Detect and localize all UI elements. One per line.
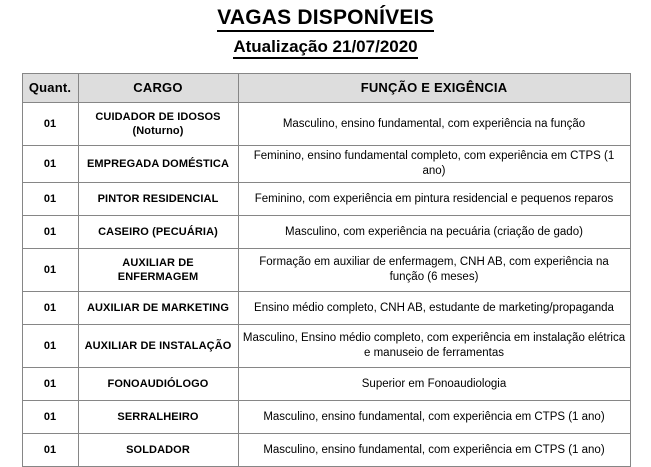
position-subtitle: (Noturno) <box>132 125 184 137</box>
position-title: PINTOR RESIDENCIAL <box>97 193 219 205</box>
cell-requirements: Masculino, ensino fundamental, com experiência na função <box>238 103 630 146</box>
position-title: SERRALHEIRO <box>117 411 199 423</box>
vacancies-table <box>22 73 631 467</box>
table-body <box>22 103 630 467</box>
table-row <box>22 434 630 467</box>
subtitle-line <box>0 37 651 59</box>
cell-position <box>78 401 238 434</box>
cell-position <box>78 249 238 292</box>
position-title: EMPREGADA DOMÉSTICA <box>86 158 230 170</box>
cell-quantity: 01 <box>22 401 78 434</box>
table-row <box>22 146 630 183</box>
cell-quantity: 01 <box>22 292 78 325</box>
cell-position <box>78 146 238 183</box>
page-title: VAGAS DISPONÍVEIS <box>217 6 434 32</box>
cell-requirements: Feminino, com experiência em pintura residencial e pequenos reparos <box>238 183 630 216</box>
cell-requirements: Superior em Fonoaudiologia <box>238 368 630 401</box>
cell-quantity: 01 <box>22 216 78 249</box>
position-title: CUIDADOR DE IDOSOS <box>95 111 221 123</box>
cell-quantity: 01 <box>22 434 78 467</box>
cell-position <box>78 368 238 401</box>
cell-position <box>78 103 238 146</box>
cell-requirements: Masculino, ensino fundamental, com experiência em CTPS (1 ano) <box>238 401 630 434</box>
table-header <box>22 74 630 103</box>
table-row <box>22 368 630 401</box>
page-subtitle: Atualização 21/07/2020 <box>233 37 417 59</box>
cell-quantity: 01 <box>22 146 78 183</box>
cell-requirements: Masculino, com experiência na pecuária (criação de gado) <box>238 216 630 249</box>
cell-position <box>78 183 238 216</box>
position-title: CASEIRO (PECUÁRIA) <box>98 226 218 238</box>
title-block <box>0 0 651 59</box>
cell-requirements: Formação em auxiliar de enfermagem, CNH AB, com experiência na função (6 meses) <box>238 249 630 292</box>
table-header-row <box>22 74 630 103</box>
position-title: FONOAUDIÓLOGO <box>107 378 209 390</box>
cell-quantity: 01 <box>22 183 78 216</box>
vacancies-table-container <box>22 73 630 467</box>
column-header-funcao: FUNÇÃO E EXIGÊNCIA <box>238 74 630 103</box>
column-header-cargo: CARGO <box>78 74 238 103</box>
cell-position <box>78 325 238 368</box>
main-title-line <box>0 6 651 32</box>
cell-requirements: Feminino, ensino fundamental completo, com experiência em CTPS (1 ano) <box>238 146 630 183</box>
position-title: AUXILIAR DE ENFERMAGEM <box>117 257 199 283</box>
cell-position <box>78 292 238 325</box>
cell-quantity: 01 <box>22 368 78 401</box>
position-title: AUXILIAR DE MARKETING <box>86 302 230 314</box>
position-title: SOLDADOR <box>126 444 190 456</box>
cell-quantity: 01 <box>22 249 78 292</box>
table-row <box>22 216 630 249</box>
table-row <box>22 325 630 368</box>
cell-quantity: 01 <box>22 325 78 368</box>
table-row <box>22 249 630 292</box>
position-title: AUXILIAR DE INSTALAÇÃO <box>84 340 232 352</box>
cell-requirements: Masculino, ensino fundamental, com experiência em CTPS (1 ano) <box>238 434 630 467</box>
column-header-quant: Quant. <box>22 74 78 103</box>
cell-position <box>78 216 238 249</box>
cell-quantity: 01 <box>22 103 78 146</box>
table-row <box>22 103 630 146</box>
cell-requirements: Ensino médio completo, CNH AB, estudante de marketing/propaganda <box>238 292 630 325</box>
cell-position <box>78 434 238 467</box>
table-row <box>22 401 630 434</box>
cell-requirements: Masculino, Ensino médio completo, com experiência em instalação elétrica e manuseio de ferramentas <box>238 325 630 368</box>
table-row <box>22 292 630 325</box>
table-row <box>22 183 630 216</box>
